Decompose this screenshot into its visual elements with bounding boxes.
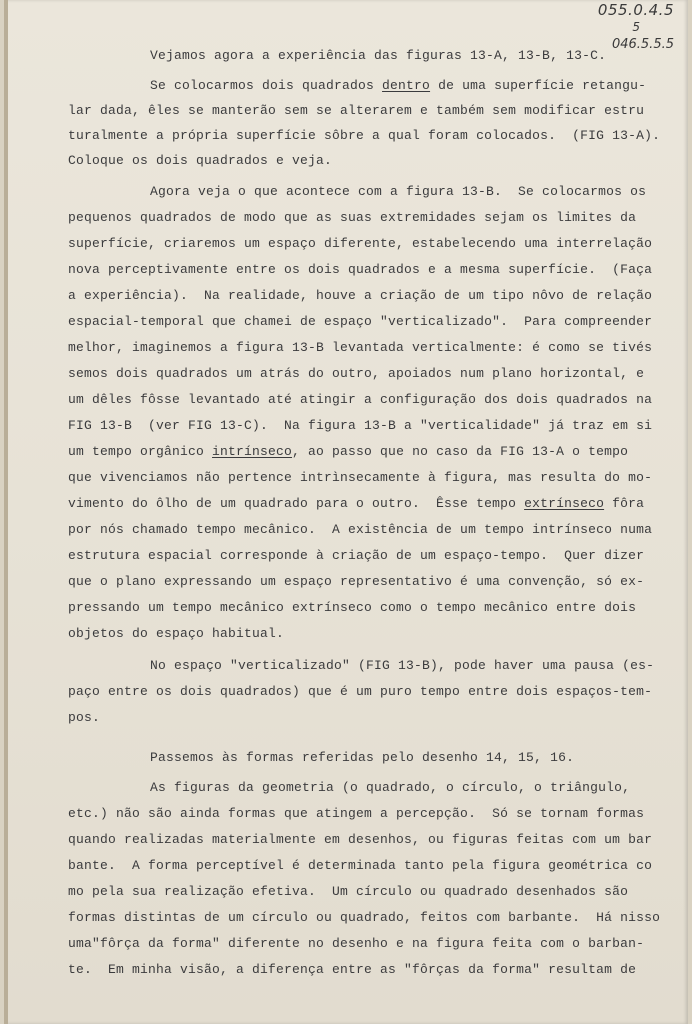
text-line: espacial-temporal que chamei de espaço "verticalizado". Para compreender [68, 314, 653, 329]
text-line: Coloque os dois quadrados e veja. [68, 153, 333, 168]
text-line: bante. A forma perceptível é determinada tanto pela figura geométrica co [68, 858, 653, 873]
text-line: estrutura espacial corresponde à criação de um espaço-tempo. Quer dizer [68, 548, 645, 563]
text-line: pressando um tempo mecânico extrínseco como o tempo mecânico entre dois [68, 600, 637, 615]
text-line: a experiência). Na realidade, houve a criação de um tipo nôvo de relação [68, 288, 653, 303]
page-edge [4, 0, 8, 1024]
text-line: FIG 13-B (ver FIG 13-C). Na figura 13-B a "verticalidade" já traz em si [68, 418, 653, 433]
text-line: nova perceptivamente entre os dois quadrados e a mesma superfície. (Faça [68, 262, 653, 277]
text-line: um tempo orgânico intrínseco, ao passo que no caso da FIG 13-A o tempo [68, 444, 629, 459]
text-line: uma"fôrça da forma" diferente no desenho e na figura feita com o barban- [68, 936, 645, 951]
underlined-word: extrínseco [524, 496, 605, 511]
text-line: que vivenciamos não pertence intrìnsecamente à figura, mas resulta do mo- [68, 470, 653, 485]
text-line: Vejamos agora a experiência das figuras 13-A, 13-B, 13-C. [150, 48, 607, 63]
text-line: por nós chamado tempo mecânico. A existência de um tempo intrínseco numa [68, 522, 653, 537]
underlined-word: dentro [382, 78, 431, 93]
text-line: formas distintas de um círculo ou quadrado, feitos com barbante. Há nisso [68, 910, 661, 925]
text-line: As figuras da geometria (o quadrado, o círculo, o triângulo, [150, 780, 631, 795]
text-line: superfície, criaremos um espaço diferente, estabelecendo uma interrelação [68, 236, 653, 251]
text-line: que o plano expressando um espaço representativo é uma convenção, só ex- [68, 574, 645, 589]
text-line: pequenos quadrados de modo que as suas extremidades sejam os limites da [68, 210, 637, 225]
underlined-word: intrínseco [212, 444, 293, 459]
text-line: melhor, imaginemos a figura 13-B levantada verticalmente: é como se tivés [68, 340, 653, 355]
text-line: Se colocarmos dois quadrados dentro de uma superfície retangu- [150, 78, 647, 93]
text-line: paço entre os dois quadrados) que é um puro tempo entre dois espaços-tem- [68, 684, 653, 699]
reference-number-page: 5 [632, 20, 640, 34]
text-line: Passemos às formas referidas pelo desenho 14, 15, 16. [150, 750, 575, 765]
text-line: semos dois quadrados um atrás do outro, apoiados num plano horizontal, e [68, 366, 645, 381]
text-line: Agora veja o que acontece com a figura 13-B. Se colocarmos os [150, 184, 647, 199]
text-line: objetos do espaço habitual. [68, 626, 285, 641]
text-line: quando realizadas materialmente em desenhos, ou figuras feitas com um bar [68, 832, 653, 847]
text-line: vimento do ôlho de um quadrado para o outro. Êsse tempo extrínseco fôra [68, 496, 645, 511]
text-line: pos. [68, 710, 101, 725]
text-line: turalmente a própria superfície sôbre a qual foram colocados. (FIG 13-A). [68, 128, 661, 143]
reference-number-alt: 046.5.5.5 [611, 37, 674, 52]
text-line: mo pela sua realização efetiva. Um círculo ou quadrado desenhados são [68, 884, 629, 899]
text-line: te. Em minha visão, a diferença entre as "fôrças da forma" resultam de [68, 962, 637, 977]
archive-reference [598, 2, 674, 53]
typewritten-page [4, 0, 688, 1024]
text-line: No espaço "verticalizado" (FIG 13-B), pode haver uma pausa (es- [150, 658, 655, 673]
text-line: lar dada, êles se manterão sem se alterarem e também sem modificar estru [68, 103, 645, 118]
reference-number: 055.0.4.5 [597, 1, 674, 19]
text-line: etc.) não são ainda formas que atingem a percepção. Só se tornam formas [68, 806, 645, 821]
text-line: um dêles fôsse levantado até atingir a configuração dos dois quadrados na [68, 392, 653, 407]
